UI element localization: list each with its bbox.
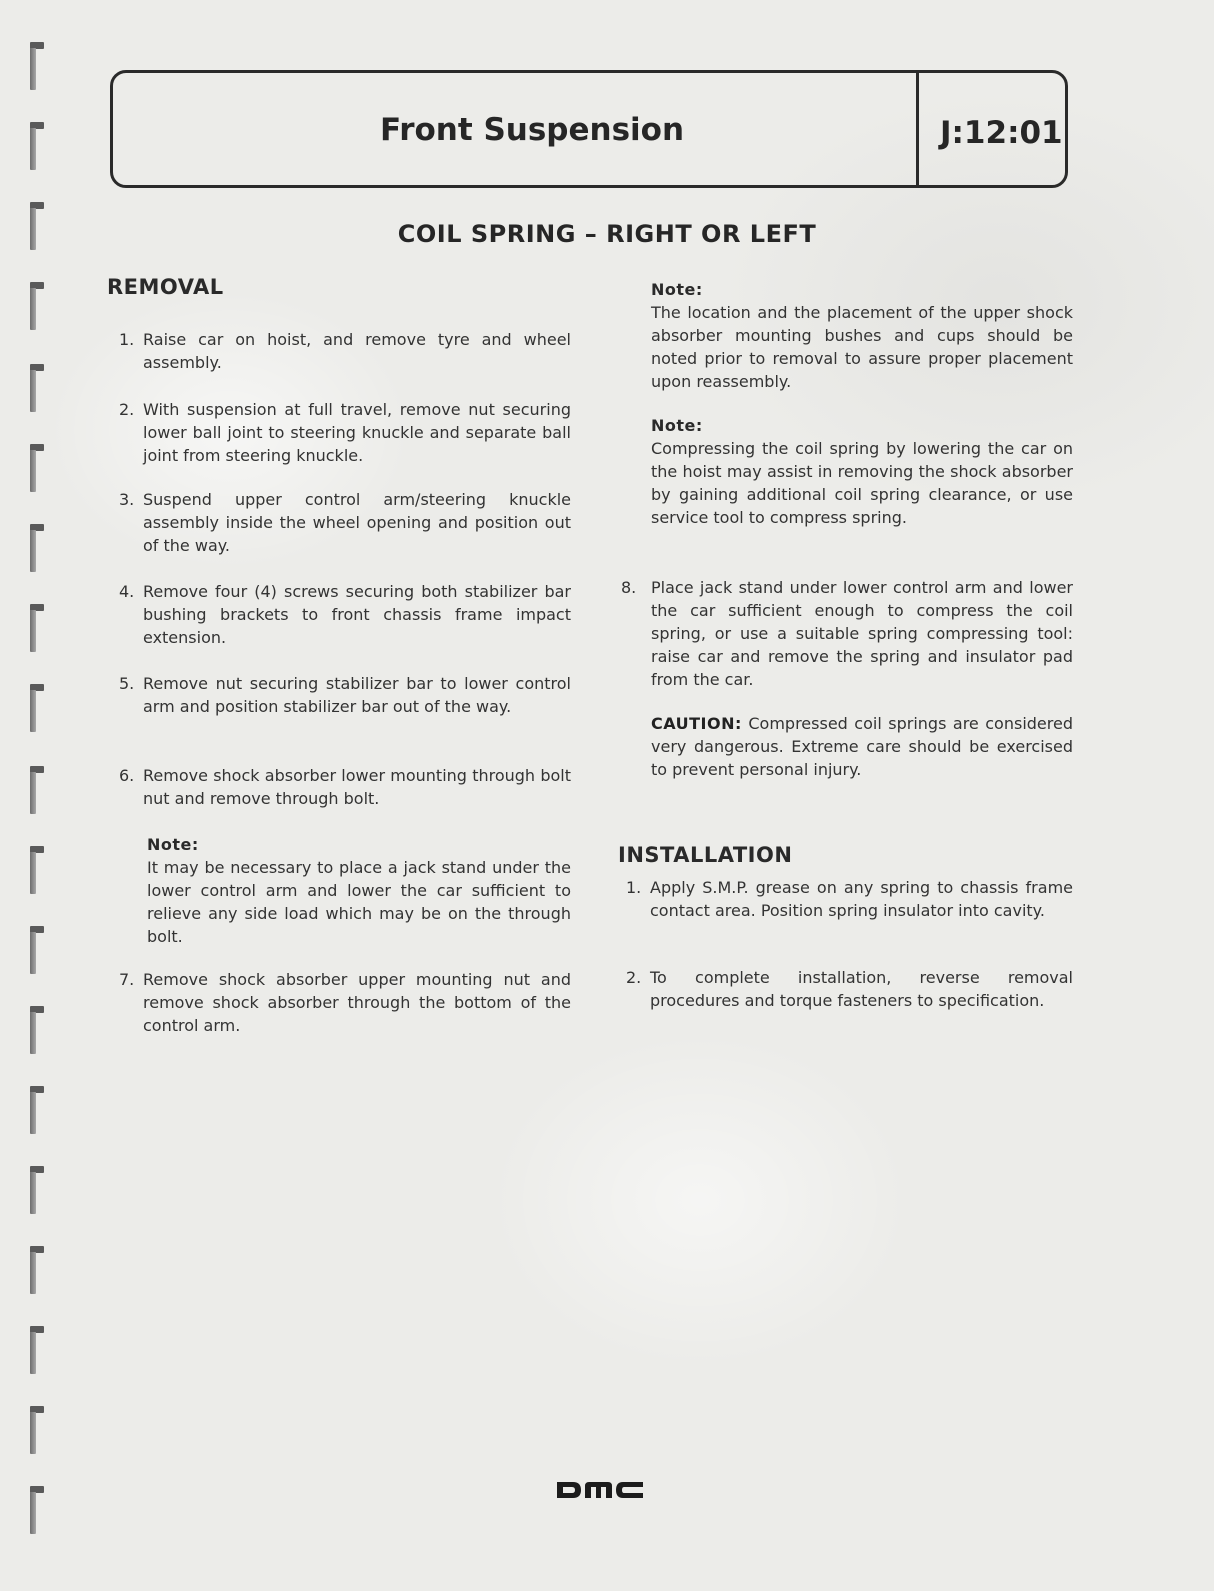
removal-step-3 (119, 488, 571, 557)
removal-note (147, 833, 571, 948)
installation-step-2 (626, 966, 1073, 1012)
step-number: 1. (119, 330, 135, 349)
step-text: To complete installation, reverse removal procedures and torque fasteners to specification. (650, 968, 1073, 1010)
step-text: Remove four (4) screws securing both stabilizer bar bushing brackets to front chassis frame impact extension. (143, 582, 571, 647)
note-label: Note: (651, 280, 703, 299)
page-title: Front Suspension (380, 112, 685, 148)
step-text: Remove nut securing stabilizer bar to lower control arm and position stabilizer bar out of the way. (143, 674, 571, 716)
removal-heading: REMOVAL (107, 275, 224, 299)
installation-heading: INSTALLATION (618, 843, 793, 867)
removal-step-8 (621, 576, 1073, 691)
step-text: Apply S.M.P. grease on any spring to chassis frame contact area. Position spring insulator into cavity. (650, 878, 1073, 920)
step-number: 6. (119, 766, 135, 785)
step-number: 7. (119, 970, 135, 989)
installation-section (618, 843, 1073, 1010)
step-number: 3. (119, 490, 135, 509)
note-label: Note: (651, 416, 703, 435)
removal-step-5 (119, 672, 571, 718)
step-number: 4. (119, 582, 135, 601)
removal-step-2 (119, 398, 571, 467)
note-label: Note: (147, 835, 199, 854)
section-title: COIL SPRING – RIGHT OR LEFT (397, 220, 817, 248)
note-text: Compressing the coil spring by lowering the car on the hoist may assist in removing the shock absorber by gaining additional coil spring clearance, or use service tool to compress spring. (651, 439, 1073, 527)
removal-step-6 (119, 764, 571, 810)
compress-note (651, 414, 1073, 529)
step-number: 2. (626, 968, 642, 987)
upper-mount-note (651, 278, 1073, 393)
header-divider (916, 72, 919, 186)
page-code: J:12:01 (940, 115, 1063, 151)
installation-step-1 (626, 876, 1073, 922)
step-text: Remove shock absorber upper mounting nut and remove shock absorber through the bottom of the control arm. (143, 970, 571, 1035)
step-text: Suspend upper control arm/steering knuckle assembly inside the wheel opening and position out of the way. (143, 490, 571, 555)
step-text: Raise car on hoist, and remove tyre and wheel assembly. (143, 330, 571, 372)
caution-block (651, 712, 1073, 781)
removal-step-4 (119, 580, 571, 649)
step-number: 1. (626, 878, 642, 897)
step-number: 5. (119, 674, 135, 693)
caution-label: CAUTION: (651, 714, 742, 733)
step-number: 8. (621, 578, 637, 597)
step-text: Place jack stand under lower control arm and lower the car sufficient enough to compress the coil spring, or use a suitable spring compressing tool: raise car and remove the spring and insulator pad from the car. (651, 578, 1073, 689)
caution-text: Compressed coil springs are considered very dangerous. Extreme care should be exercised to prevent personal injury. (651, 714, 1073, 779)
binder-holes (26, 40, 48, 1570)
step-text: Remove shock absorber lower mounting through bolt nut and remove through bolt. (143, 766, 571, 808)
step-number: 2. (119, 400, 135, 419)
note-text: The location and the placement of the upper shock absorber mounting bushes and cups should be noted prior to removal to assure proper placement upon reassembly. (651, 303, 1073, 391)
dmc-logo (555, 1479, 645, 1501)
removal-step-7 (119, 968, 571, 1037)
removal-section (107, 276, 577, 299)
note-text: It may be necessary to place a jack stand under the lower control arm and lower the car sufficient to relieve any side load which may be on the through bolt. (147, 858, 571, 946)
step-text: With suspension at full travel, remove nut securing lower ball joint to steering knuckle and separate ball joint from steering knuckle. (143, 400, 571, 465)
removal-step-1 (119, 328, 571, 374)
